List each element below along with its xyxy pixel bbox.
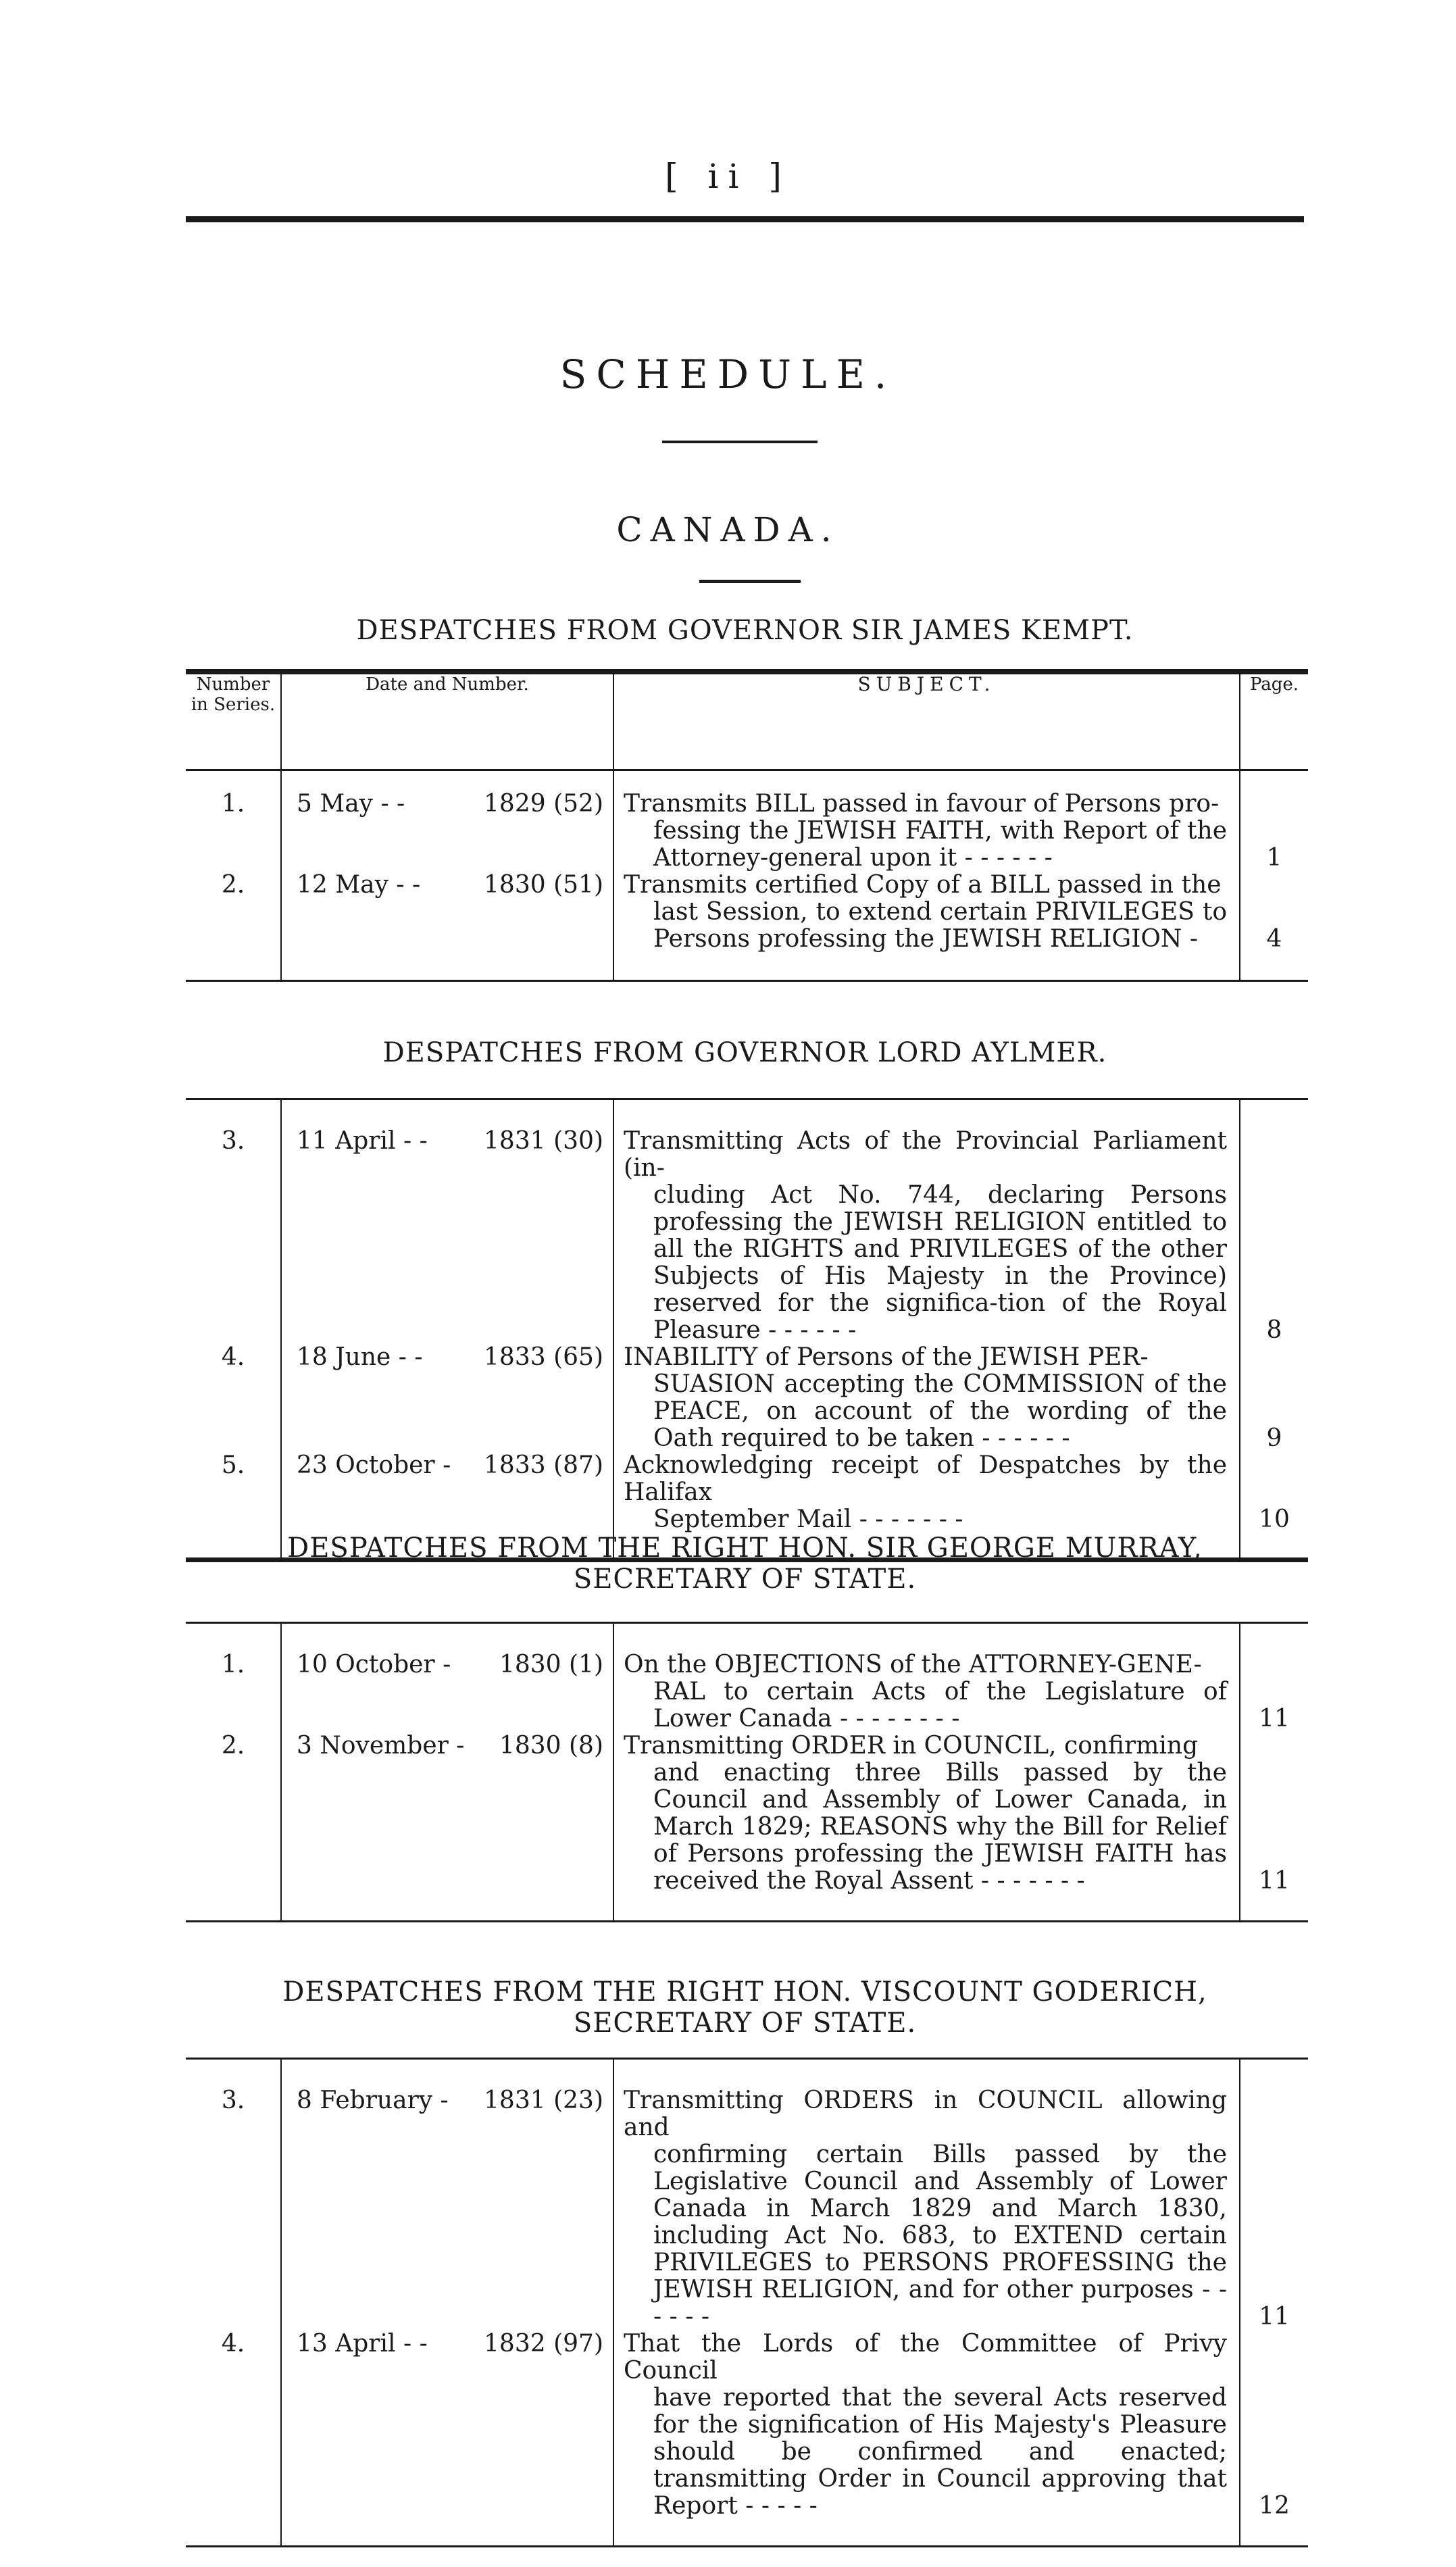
table-row (186, 1733, 1308, 1895)
row-number: 4. (186, 1344, 281, 1452)
row-subject-cont: and enacting three Bills passed by the Council and Assembly of Lower Canada, in March 1829; REASONS why the Bill for Relief of Persons professing the JEWISH FAITH has received the Royal Assent - - - - - - - (653, 1758, 1227, 1895)
row-year: 1832 (97) (484, 2329, 603, 2358)
section-title-line: SECRETARY OF STATE. (573, 2008, 917, 2039)
row-number: 3. (186, 2087, 281, 2331)
schedule-table (186, 669, 1308, 982)
schedule-heading: SCHEDULE. (559, 351, 897, 397)
section-title-line: DESPATCHES FROM GOVERNOR LORD AYLMER. (382, 1037, 1107, 1068)
header-number: Number in Series. (186, 672, 281, 770)
row-number: 4. (186, 2331, 281, 2520)
table-row (186, 1452, 1308, 1533)
row-year: 1829 (52) (484, 789, 603, 818)
table-row (186, 2331, 1308, 2520)
row-number: 3. (186, 1128, 281, 1344)
row-page: 12 (1259, 2491, 1290, 2520)
row-subject-cont: SUASION accepting the COMMISSION of the PEACE, on account of the wording of the Oath required to be taken - - - - - - (653, 1370, 1227, 1452)
table-row (186, 1344, 1308, 1452)
section-title-line: DESPATCHES FROM THE RIGHT HON. SIR GEORGE MURRAY, (287, 1532, 1203, 1564)
row-page: 8 (1266, 1316, 1282, 1344)
section-title-line: DESPATCHES FROM GOVERNOR SIR JAMES KEMPT. (356, 615, 1134, 646)
row-subject: That the Lords of the Committee of Privy Council (624, 2329, 1227, 2385)
row-subject: Transmitting ORDER in COUNCIL, confirming (624, 1731, 1199, 1760)
schedule-table (186, 1098, 1308, 1562)
row-year: 1830 (51) (484, 870, 603, 899)
row-year: 1831 (30) (484, 1126, 603, 1155)
row-number: 1. (186, 1651, 281, 1733)
row-subject-cont: have reported that the several Acts reserved for the signification of His Majesty's Pleasure should be confirmed and enacted; transmitting Order in Council approving that Report - - - - - (653, 2383, 1227, 2520)
row-date: 18 June - - (297, 1343, 423, 1371)
row-year: 1831 (23) (484, 2086, 603, 2114)
row-number: 5. (186, 1452, 281, 1533)
row-page: 11 (1259, 2302, 1290, 2331)
row-date: 10 October - (297, 1650, 451, 1678)
row-subject: INABILITY of Persons of the JEWISH PER- (624, 1343, 1149, 1371)
section-title-line: SECRETARY OF STATE. (573, 1564, 917, 1595)
row-page: 9 (1266, 1424, 1282, 1452)
section-title (186, 1976, 1304, 2039)
row-date: 8 February - (297, 2086, 449, 2114)
header-subject: SUBJECT. (613, 672, 1240, 770)
row-subject-cont: September Mail - - - - - - - (653, 1505, 963, 1533)
top-rule (186, 216, 1304, 222)
row-subject-cont: confirming certain Bills passed by the Legislative Council and Assembly of Lower Canada in March 1829 and March 1830, including Act No. 683, to EXTEND certain PRIVILEGES to PERSONS PROFESSING the JEWISH RELIGION, and for other purposes - - - - - - (653, 2140, 1227, 2331)
canada-rule (699, 580, 801, 583)
heading-rule (662, 441, 818, 443)
table-header-row (186, 672, 1308, 770)
row-date: 23 October - (297, 1451, 451, 1479)
row-date: 12 May - - (297, 870, 421, 899)
row-subject-cont: cluding Act No. 744, declaring Persons professing the JEWISH RELIGION entitled to all the RIGHTS and PRIVILEGES of the other Subjects of His Majesty in the Province) reserved for the significa-tion of the Royal Pleasure - - - - - - (653, 1180, 1227, 1344)
table-row (186, 1128, 1308, 1344)
table-row (186, 791, 1308, 872)
table-row (186, 872, 1308, 953)
row-date: 11 April - - (297, 1126, 428, 1155)
table-row (186, 2087, 1308, 2331)
row-number: 2. (186, 1733, 281, 1895)
canada-heading: CANADA. (616, 510, 840, 549)
row-page: 10 (1259, 1505, 1290, 1533)
section-title (186, 1532, 1304, 1595)
row-subject: Transmitting ORDERS in COUNCIL allowing and (624, 2086, 1227, 2141)
row-page: 11 (1259, 1866, 1290, 1895)
page-number: [ ii ] (665, 157, 791, 196)
section-title-line: DESPATCHES FROM THE RIGHT HON. VISCOUNT GODERICH, (282, 1976, 1207, 2008)
row-date: 3 November - (297, 1731, 465, 1760)
row-year: 1830 (8) (499, 1731, 603, 1760)
row-year: 1833 (87) (484, 1451, 603, 1479)
row-page: 4 (1266, 924, 1282, 953)
row-year: 1833 (65) (484, 1343, 603, 1371)
row-subject: Transmits certified Copy of a BILL passed in the (624, 870, 1222, 899)
header-page: Page. (1249, 674, 1299, 695)
row-subject: Transmits BILL passed in favour of Persons pro- (624, 789, 1220, 818)
row-subject-cont: RAL to certain Acts of the Legislature of Lower Canada - - - - - - - - (653, 1677, 1227, 1733)
row-number: 2. (186, 872, 281, 953)
row-subject: Acknowledging receipt of Despatches by the Halifax (624, 1451, 1227, 1506)
table-row (186, 1651, 1308, 1733)
schedule-table (186, 2058, 1308, 2547)
row-subject: Transmitting Acts of the Provincial Parliament (in- (624, 1126, 1227, 1182)
row-date: 13 April - - (297, 2329, 428, 2358)
header-date: Date and Number. (281, 672, 613, 770)
row-date: 5 May - - (297, 789, 405, 818)
row-number: 1. (186, 791, 281, 872)
row-subject-cont: last Session, to extend certain PRIVILEGES to Persons professing the JEWISH RELIGION - (653, 897, 1227, 953)
row-year: 1830 (1) (499, 1650, 603, 1678)
schedule-table (186, 1622, 1308, 1922)
row-page: 11 (1259, 1704, 1290, 1733)
row-subject-cont: fessing the JEWISH FAITH, with Report of the Attorney-general upon it - - - - - - (653, 816, 1227, 872)
row-page: 1 (1266, 843, 1282, 872)
section-title (186, 1037, 1304, 1068)
row-subject: On the OBJECTIONS of the ATTORNEY-GENE- (624, 1650, 1202, 1678)
section-title (186, 615, 1304, 646)
